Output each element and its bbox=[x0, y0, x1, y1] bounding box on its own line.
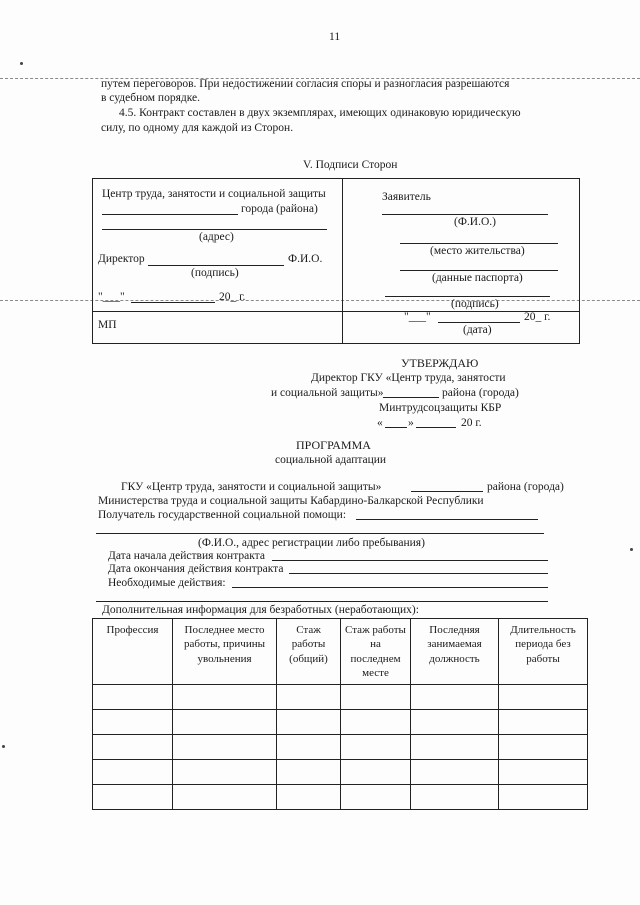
actions-line bbox=[232, 587, 548, 588]
recipient-label: Получатель государственной социальной помощи: bbox=[98, 509, 347, 521]
column-header: Профессия bbox=[93, 619, 173, 685]
approval-title: УТВЕРЖДАЮ bbox=[401, 356, 479, 370]
table-cell[interactable] bbox=[93, 785, 173, 810]
table-cell[interactable] bbox=[411, 710, 499, 735]
column-header: Последняя занимаемая должность bbox=[411, 619, 499, 685]
director-fio-label: Ф.И.О. bbox=[288, 253, 323, 265]
column-header: Стаж работы (общий) bbox=[277, 619, 341, 685]
table-row bbox=[93, 710, 588, 735]
table-cell[interactable] bbox=[411, 785, 499, 810]
city-line bbox=[102, 214, 238, 215]
signatures-table bbox=[92, 178, 580, 344]
program-subtitle: социальной адаптации bbox=[275, 454, 387, 466]
program-line: района (города) bbox=[487, 481, 564, 493]
date-mid: » bbox=[408, 417, 414, 429]
extra-info-label: Дополнительная информация для безработных (неработающих): bbox=[102, 604, 419, 616]
approval-line: и социальной защиты» bbox=[271, 387, 384, 399]
date-quotes: "___" bbox=[98, 291, 125, 303]
table-cell[interactable] bbox=[499, 685, 588, 710]
table-row bbox=[93, 735, 588, 760]
table-cell[interactable] bbox=[341, 760, 411, 785]
org-name: Центр труда, занятости и социальной защиты bbox=[102, 188, 326, 200]
date-caption: (дата) bbox=[463, 324, 492, 336]
applicant-label: Заявитель bbox=[382, 191, 431, 203]
contract-paragraph-line: в судебном порядке. bbox=[101, 92, 201, 104]
table-cell[interactable] bbox=[499, 710, 588, 735]
signature-caption: (подпись) bbox=[191, 267, 239, 279]
column-header: Стаж работы на последнем месте bbox=[341, 619, 411, 685]
table-cell[interactable] bbox=[93, 685, 173, 710]
table-cell[interactable] bbox=[411, 760, 499, 785]
table-cell[interactable] bbox=[411, 735, 499, 760]
date-year: 20_ г. bbox=[219, 291, 246, 303]
stamp-label: МП bbox=[98, 319, 117, 331]
table-row bbox=[93, 760, 588, 785]
recipient-line bbox=[356, 519, 538, 520]
table-header-row bbox=[93, 619, 588, 685]
table-cell[interactable] bbox=[341, 785, 411, 810]
table-cell[interactable] bbox=[277, 785, 341, 810]
program-line: Министерства труда и социальной защиты Кабардино-Балкарской Республики bbox=[98, 495, 484, 507]
director-label: Директор bbox=[98, 253, 145, 265]
table-cell[interactable] bbox=[499, 760, 588, 785]
scan-speck bbox=[20, 62, 23, 65]
program-title: ПРОГРАММА bbox=[296, 438, 371, 452]
table-divider bbox=[342, 179, 343, 343]
table-divider bbox=[93, 311, 579, 312]
signature-caption: (подпись) bbox=[451, 298, 499, 310]
table-cell[interactable] bbox=[499, 785, 588, 810]
table-row bbox=[93, 785, 588, 810]
residence-caption: (место жительства) bbox=[430, 245, 525, 257]
end-date-label: Дата окончания действия контракта bbox=[108, 563, 284, 575]
actions-line bbox=[96, 601, 548, 602]
district-line bbox=[411, 491, 483, 492]
date-open: « bbox=[377, 417, 383, 429]
recipient-line bbox=[96, 533, 544, 534]
address-caption: (адрес) bbox=[199, 231, 234, 243]
table-cell[interactable] bbox=[277, 710, 341, 735]
table-cell[interactable] bbox=[173, 785, 277, 810]
program-line: ГКУ «Центр труда, занятости и социальной защиты» bbox=[121, 481, 382, 493]
table-cell[interactable] bbox=[277, 735, 341, 760]
approval-line: Минтрудсоцзащиты КБР bbox=[379, 402, 502, 414]
fio-address-caption: (Ф.И.О., адрес регистрации либо пребывания) bbox=[198, 537, 425, 549]
start-date-line bbox=[272, 560, 548, 561]
table-cell[interactable] bbox=[341, 685, 411, 710]
fio-caption: (Ф.И.О.) bbox=[454, 216, 496, 228]
table-cell[interactable] bbox=[173, 760, 277, 785]
contract-paragraph-line: силу, по одному для каждой из Сторон. bbox=[101, 122, 294, 134]
table-cell[interactable] bbox=[411, 685, 499, 710]
approval-line: района (города) bbox=[442, 387, 519, 399]
table-cell[interactable] bbox=[93, 710, 173, 735]
month-line bbox=[416, 427, 456, 428]
column-header: Длительность периода без работы bbox=[499, 619, 588, 685]
table-cell[interactable] bbox=[341, 710, 411, 735]
start-date-label: Дата начала действия контракта bbox=[108, 550, 265, 562]
day-line bbox=[385, 427, 407, 428]
actions-label: Необходимые действия: bbox=[108, 577, 226, 589]
passport-caption: (данные паспорта) bbox=[432, 272, 523, 284]
column-header: Последнее место работы, причины увольнения bbox=[173, 619, 277, 685]
date-year: 20 г. bbox=[461, 417, 482, 429]
table-cell[interactable] bbox=[173, 710, 277, 735]
date-quotes: "___" bbox=[404, 311, 431, 323]
org-city: города (района) bbox=[241, 203, 318, 215]
end-date-line bbox=[289, 573, 548, 574]
table-cell[interactable] bbox=[341, 735, 411, 760]
section-title: V. Подписи Сторон bbox=[303, 159, 398, 171]
approval-line: Директор ГКУ «Центр труда, занятости bbox=[311, 372, 506, 384]
district-line bbox=[383, 397, 439, 398]
table-cell[interactable] bbox=[277, 760, 341, 785]
table-cell[interactable] bbox=[93, 760, 173, 785]
scan-speck bbox=[2, 745, 5, 748]
date-year: 20_ г. bbox=[524, 311, 551, 323]
scan-speck bbox=[630, 548, 633, 551]
table-row bbox=[93, 685, 588, 710]
table-cell[interactable] bbox=[93, 735, 173, 760]
table-cell[interactable] bbox=[173, 735, 277, 760]
unemployed-info-table bbox=[92, 618, 588, 810]
table-cell[interactable] bbox=[173, 685, 277, 710]
table-cell[interactable] bbox=[277, 685, 341, 710]
contract-paragraph-line: 4.5. Контракт составлен в двух экземплярах, имеющих одинаковую юридическую bbox=[119, 107, 521, 119]
contract-paragraph-line: путем переговоров. При недостижении согласия споры и разногласия разрешаются bbox=[101, 78, 510, 90]
page-number: 11 bbox=[329, 31, 341, 43]
table-cell[interactable] bbox=[499, 735, 588, 760]
date-line bbox=[131, 302, 215, 303]
